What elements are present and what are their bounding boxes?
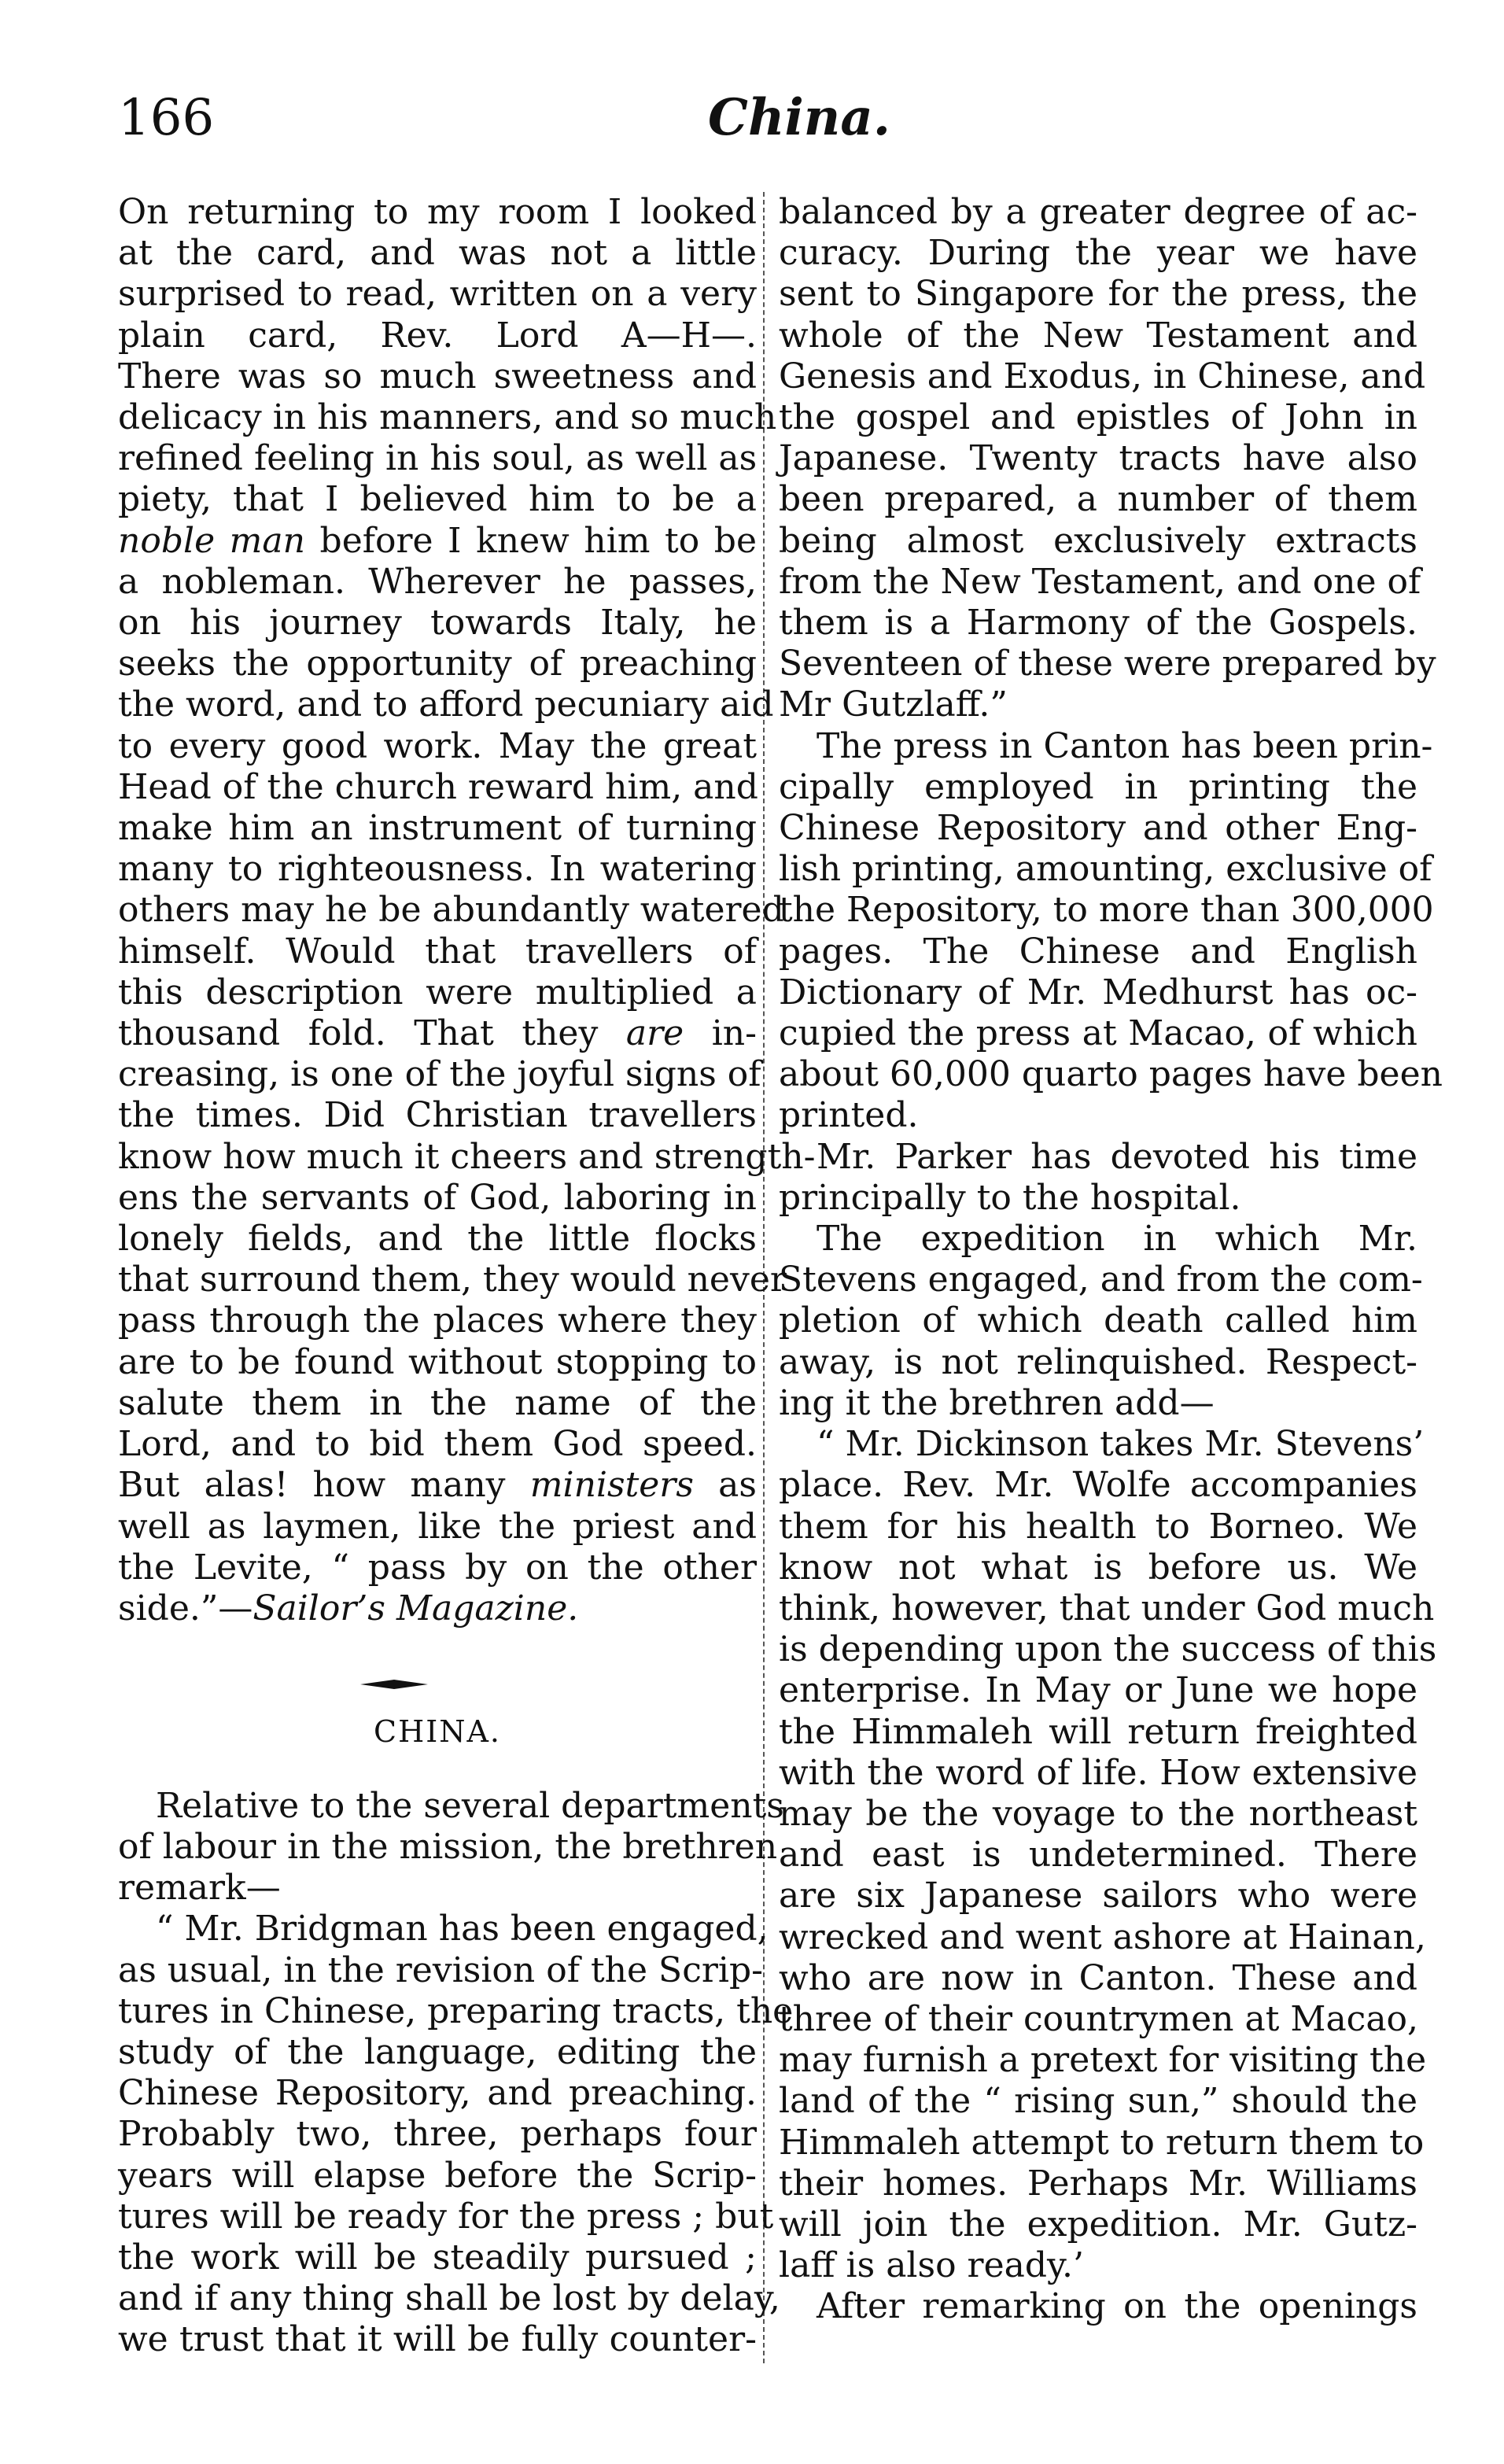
text-line: the gospel and epistles of John in bbox=[779, 397, 1417, 438]
text-line: remark— bbox=[118, 1868, 281, 1909]
text-line: Mr. Parker has devoted his time bbox=[817, 1136, 1417, 1177]
text-line: laff is also ready.’ bbox=[779, 2245, 1085, 2286]
spacer bbox=[118, 1629, 757, 1670]
line-fragment: side.”— bbox=[118, 1588, 253, 1629]
right-paragraph-1 bbox=[779, 192, 1436, 726]
text-line: Lord, and to bid them God speed. bbox=[118, 1424, 757, 1465]
text-line: them for his health to Borneo. We bbox=[779, 1506, 1417, 1547]
text-line: Chinese Repository, and preaching. bbox=[118, 2073, 757, 2114]
text-line: There was so much sweetness and bbox=[118, 356, 757, 397]
text-line: wrecked and went ashore at Hainan, bbox=[779, 1916, 1426, 1957]
text-line: curacy. During the year we have bbox=[779, 233, 1417, 274]
text-line: Relative to the several departments bbox=[156, 1785, 784, 1826]
text-line: creasing, is one of the joyful signs of bbox=[118, 1054, 761, 1095]
text-line: are to be found without stopping to bbox=[118, 1341, 757, 1382]
right-paragraph-2 bbox=[779, 725, 1443, 1137]
right-paragraph-4 bbox=[779, 1219, 1423, 1424]
text-line: land of the “ rising sun,” should the bbox=[779, 2081, 1417, 2122]
text-line: Japanese. Twenty tracts have also bbox=[779, 438, 1417, 479]
line-fragment: thousand fold. That they bbox=[118, 1013, 626, 1054]
text-line: cipally employed in printing the bbox=[779, 766, 1417, 807]
text-line: “ Mr. Dickinson takes Mr. Stevens’ bbox=[817, 1424, 1425, 1465]
section-heading: CHINA. bbox=[374, 1714, 501, 1750]
text-line: and east is undetermined. There bbox=[779, 1835, 1417, 1876]
text-line: three of their countrymen at Macao, bbox=[779, 1998, 1419, 2039]
text-line: been prepared, a number of them bbox=[779, 479, 1417, 520]
text-line: “ Mr. Bridgman has been engaged, bbox=[156, 1909, 769, 1949]
text-line: with the word of life. How extensive bbox=[779, 1752, 1417, 1793]
text-line: is depending upon the success of this bbox=[779, 1629, 1437, 1670]
divider-ornament-icon bbox=[359, 1676, 429, 1692]
text-line: study of the language, editing the bbox=[118, 2031, 757, 2072]
text-line: Probably two, three, perhaps four bbox=[118, 2114, 757, 2155]
text-line: place. Rev. Mr. Wolfe accompanies bbox=[779, 1465, 1417, 1506]
text-line: piety, that I believed him to be a bbox=[118, 479, 757, 520]
text-line: may furnish a pretext for visiting the bbox=[779, 2040, 1427, 2081]
text-line: know how much it cheers and strength- bbox=[118, 1136, 816, 1177]
text-line: the work will be steadily pursued ; bbox=[118, 2237, 757, 2278]
text-line: himself. Would that travellers of bbox=[118, 931, 757, 972]
text-line: After remarking on the openings bbox=[817, 2286, 1417, 2327]
text-line: Stevens engaged, and from the com- bbox=[779, 1260, 1423, 1300]
left-paragraph-2 bbox=[118, 1785, 784, 1909]
spacer bbox=[118, 1753, 757, 1786]
text-line: others may he be abundantly watered bbox=[118, 890, 784, 931]
text-line: ing it the brethren add— bbox=[779, 1382, 1215, 1423]
text-line: this description were multiplied a bbox=[118, 972, 757, 1013]
text-line: surprised to read, written on a very bbox=[118, 274, 757, 315]
right-column bbox=[779, 192, 1443, 2328]
text-line: we trust that it will be fully counter- bbox=[118, 2319, 757, 2360]
text-line: as usual, in the revision of the Scrip- bbox=[118, 1949, 763, 1990]
text-line: many to righteousness. In watering bbox=[118, 849, 757, 890]
text-line: to every good work. May the great bbox=[118, 725, 757, 766]
text-line: tures will be ready for the press ; but bbox=[118, 2196, 774, 2237]
text-line: On returning to my room I looked bbox=[118, 192, 757, 232]
text-line: pass through the places where they bbox=[118, 1300, 757, 1341]
text-line: the Levite, “ pass by on the other bbox=[118, 1547, 757, 1588]
text-line: refined feeling in his soul, as well as bbox=[118, 438, 758, 479]
text-line: pletion of which death called him bbox=[779, 1300, 1417, 1341]
text-line: them is a Harmony of the Gospels. bbox=[779, 603, 1417, 644]
text-line: printed. bbox=[779, 1095, 919, 1136]
text-line: Genesis and Exodus, in Chinese, and bbox=[779, 356, 1426, 397]
text-line: know not what is before us. We bbox=[779, 1547, 1417, 1588]
ornamental-divider bbox=[118, 1670, 757, 1711]
text-line: at the card, and was not a little bbox=[118, 233, 757, 274]
text-line: make him an instrument of turning bbox=[118, 808, 757, 849]
text-line: enterprise. In May or June we hope bbox=[779, 1670, 1417, 1711]
right-paragraph-5 bbox=[779, 1424, 1437, 2286]
text-line: The expedition in which Mr. bbox=[817, 1219, 1417, 1260]
right-paragraph-6 bbox=[779, 2286, 1417, 2327]
line-fragment: before I knew him to be bbox=[304, 520, 757, 561]
text-line: that surround them, they would never bbox=[118, 1260, 787, 1300]
text-line: lonely fields, and the little flocks bbox=[118, 1219, 757, 1260]
text-line: on his journey towards Italy, he bbox=[118, 603, 757, 644]
text-line: Mr Gutzlaff.” bbox=[779, 684, 1008, 725]
text-line: lish printing, amounting, exclusive of bbox=[779, 849, 1432, 890]
page-number: 166 bbox=[118, 89, 215, 147]
text-line: balanced by a greater degree of ac- bbox=[779, 192, 1417, 232]
text-line: and if any thing shall be lost by delay, bbox=[118, 2278, 780, 2319]
text-line: away, is not relinquished. Respect- bbox=[779, 1341, 1417, 1382]
text-line: the Repository, to more than 300,000 bbox=[779, 890, 1434, 931]
text-line: Chinese Repository and other Eng- bbox=[779, 808, 1417, 849]
line-fragment: But alas! how many bbox=[118, 1465, 530, 1506]
text-line bbox=[118, 521, 757, 562]
text-line: Dictionary of Mr. Medhurst has oc- bbox=[779, 972, 1417, 1013]
text-line: of labour in the mission, the brethren bbox=[118, 1826, 778, 1867]
source-attribution: Sailor’s Magazine. bbox=[253, 1588, 579, 1629]
text-line: years will elapse before the Scrip- bbox=[118, 2155, 757, 2196]
text-line: being almost exclusively extracts bbox=[779, 520, 1417, 561]
text-line: about 60,000 quarto pages have been bbox=[779, 1054, 1443, 1095]
text-line: seeks the opportunity of preaching bbox=[118, 644, 757, 684]
text-line: well as laymen, like the priest and bbox=[118, 1506, 757, 1547]
text-line: The press in Canton has been prin- bbox=[817, 725, 1433, 766]
text-line: the word, and to afford pecuniary aid bbox=[118, 684, 774, 725]
left-column bbox=[118, 192, 816, 2361]
text-line: delicacy in his manners, and so much bbox=[118, 397, 777, 438]
text-line: sent to Singapore for the press, the bbox=[779, 274, 1417, 315]
text-line bbox=[118, 1588, 757, 1629]
text-line: Seventeen of these were prepared by bbox=[779, 644, 1436, 684]
text-line: cupied the press at Macao, of which bbox=[779, 1013, 1417, 1054]
text-line: the Himmaleh will return freighted bbox=[779, 1711, 1417, 1752]
text-line: plain card, Rev. Lord A—H—. bbox=[118, 315, 757, 356]
text-line: whole of the New Testament and bbox=[779, 315, 1417, 356]
italic-word: ministers bbox=[529, 1465, 694, 1506]
text-line: the times. Did Christian travellers bbox=[118, 1095, 757, 1136]
italic-phrase: noble man bbox=[118, 520, 305, 561]
text-line: ens the servants of God, laboring in bbox=[118, 1177, 757, 1218]
line-fragment: as bbox=[693, 1465, 757, 1506]
running-title: China. bbox=[708, 88, 891, 147]
text-line: think, however, that under God much bbox=[779, 1588, 1435, 1629]
right-paragraph-3 bbox=[779, 1137, 1417, 1219]
text-line: may be the voyage to the northeast bbox=[779, 1793, 1417, 1834]
text-line: salute them in the name of the bbox=[118, 1382, 757, 1423]
left-paragraph-1 bbox=[118, 192, 816, 1629]
text-line: will join the expedition. Mr. Gutz- bbox=[779, 2204, 1417, 2245]
text-line: principally to the hospital. bbox=[779, 1177, 1241, 1218]
text-line: a nobleman. Wherever he passes, bbox=[118, 561, 757, 602]
text-line: are six Japanese sailors who were bbox=[779, 1876, 1417, 1916]
text-line: pages. The Chinese and English bbox=[779, 931, 1417, 972]
line-fragment: in- bbox=[684, 1013, 758, 1054]
text-line: their homes. Perhaps Mr. Williams bbox=[779, 2163, 1417, 2204]
text-line: Himmaleh attempt to return them to bbox=[779, 2122, 1425, 2163]
left-paragraph-3 bbox=[118, 1909, 794, 2360]
text-line: from the New Testament, and one of bbox=[779, 561, 1421, 602]
text-line bbox=[118, 1465, 757, 1506]
italic-word: are bbox=[625, 1013, 684, 1054]
text-line: tures in Chinese, preparing tracts, the bbox=[118, 1990, 794, 2031]
text-line: who are now in Canton. These and bbox=[779, 1957, 1417, 1998]
text-line: Head of the church reward him, and bbox=[118, 766, 758, 807]
text-line bbox=[118, 1013, 757, 1054]
